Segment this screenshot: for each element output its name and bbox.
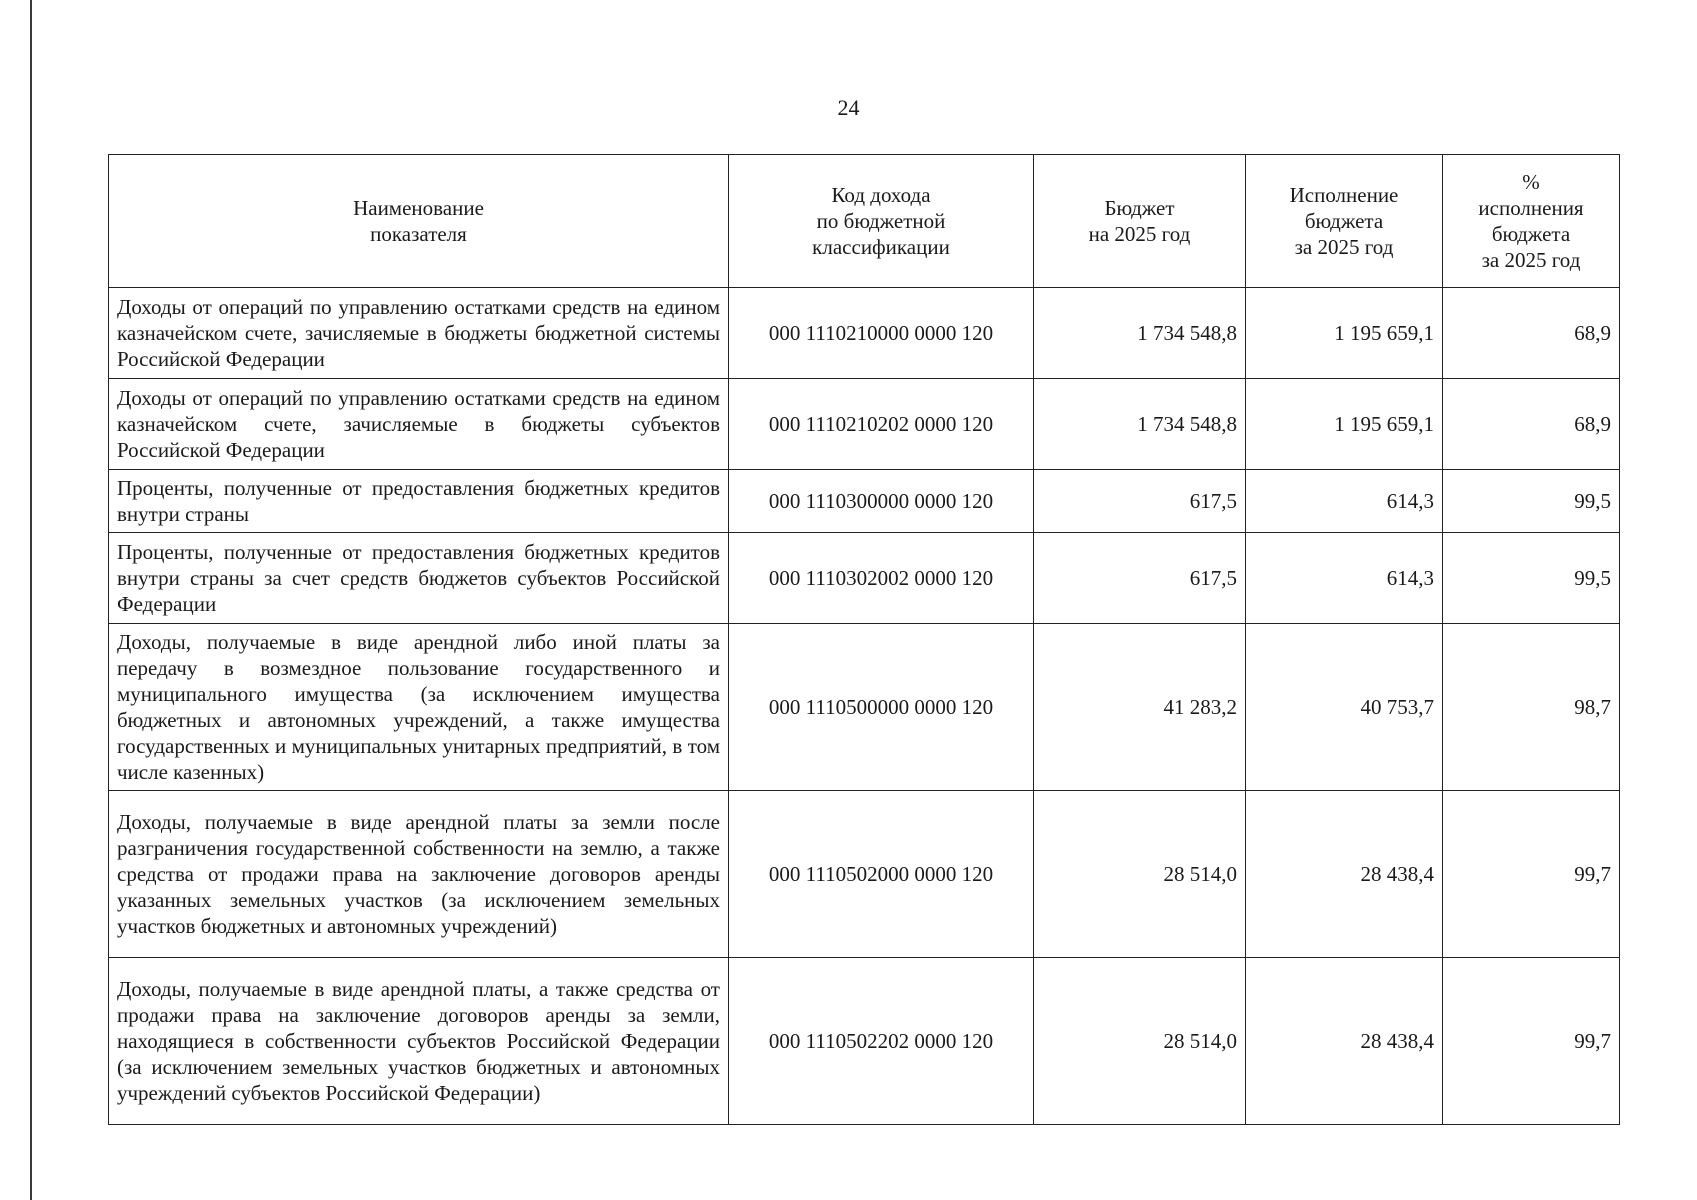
row-budget-value: 28 514,0 [1034, 958, 1246, 1125]
row-indicator-name: Проценты, полученные от предоставления бюджетных кредитов внутри страны за счет средств бюджетов субъектов Российской Федерации [109, 533, 729, 624]
row-income-code: 000 1110502202 0000 120 [729, 958, 1034, 1125]
row-execution-value: 1 195 659,1 [1246, 379, 1443, 470]
row-indicator-name: Проценты, полученные от предоставления бюджетных кредитов внутри страны [109, 470, 729, 533]
page-number: 24 [837, 95, 860, 120]
row-execution-value: 614,3 [1246, 470, 1443, 533]
row-budget-value: 41 283,2 [1034, 624, 1246, 791]
row-income-code: 000 1110502000 0000 120 [729, 791, 1034, 958]
row-execution-value: 28 438,4 [1246, 958, 1443, 1125]
table-header-row [109, 155, 1620, 288]
row-indicator-name: Доходы от операций по управлению остатками средств на едином казначейском счете, зачисляемые в бюджеты субъектов Российской Федерации [109, 379, 729, 470]
row-indicator-name: Доходы, получаемые в виде арендной платы за земли после разграничения государственной собственности на землю, а также средства от продажи права на заключение договоров аренды указанных земельных участков (за исключением земельных участков бюджетных и автономных учреждений) [109, 791, 729, 958]
row-indicator-name: Доходы от операций по управлению остатками средств на едином казначейском счете, зачисляемые в бюджеты бюджетной системы Российской Федерации [109, 288, 729, 379]
binding-margin-line [30, 0, 32, 1200]
table-row [109, 958, 1620, 1125]
row-budget-value: 1 734 548,8 [1034, 379, 1246, 470]
header-budget-2025: Бюджет на 2025 год [1034, 155, 1246, 288]
row-execution-percent: 68,9 [1443, 379, 1620, 470]
row-budget-value: 617,5 [1034, 470, 1246, 533]
table-row [109, 288, 1620, 379]
row-execution-value: 1 195 659,1 [1246, 288, 1443, 379]
row-budget-value: 617,5 [1034, 533, 1246, 624]
row-budget-value: 1 734 548,8 [1034, 288, 1246, 379]
budget-execution-table [108, 154, 1620, 1125]
row-indicator-name: Доходы, получаемые в виде арендной платы, а также средства от продажи права на заключение договоров аренды за земли, находящиеся в собственности субъектов Российской Федерации (за исключением земельных участков бюджетных и автономных учреждений субъектов Российской Федерации) [109, 958, 729, 1125]
header-execution-percent: % исполнения бюджета за 2025 год [1443, 155, 1620, 288]
row-execution-value: 614,3 [1246, 533, 1443, 624]
header-execution-2025: Исполнение бюджета за 2025 год [1246, 155, 1443, 288]
header-indicator-name: Наименование показателя [109, 155, 729, 288]
table-row [109, 533, 1620, 624]
header-income-code: Код дохода по бюджетной классификации [729, 155, 1034, 288]
row-execution-percent: 98,7 [1443, 624, 1620, 791]
row-execution-percent: 99,5 [1443, 533, 1620, 624]
row-indicator-name: Доходы, получаемые в виде арендной либо иной платы за передачу в возмездное пользование государственного и муниципального имущества (за исключением имущества бюджетных и автономных учреждений, а также имущества государственных и муниципальных унитарных предприятий, в том числе казенных) [109, 624, 729, 791]
table-row [109, 379, 1620, 470]
row-income-code: 000 1110210202 0000 120 [729, 379, 1034, 470]
row-budget-value: 28 514,0 [1034, 791, 1246, 958]
table-row [109, 470, 1620, 533]
table-row [109, 791, 1620, 958]
row-income-code: 000 1110302002 0000 120 [729, 533, 1034, 624]
row-income-code: 000 1110210000 0000 120 [729, 288, 1034, 379]
row-execution-percent: 68,9 [1443, 288, 1620, 379]
row-income-code: 000 1110300000 0000 120 [729, 470, 1034, 533]
row-income-code: 000 1110500000 0000 120 [729, 624, 1034, 791]
row-execution-percent: 99,7 [1443, 791, 1620, 958]
row-execution-value: 40 753,7 [1246, 624, 1443, 791]
row-execution-percent: 99,7 [1443, 958, 1620, 1125]
row-execution-value: 28 438,4 [1246, 791, 1443, 958]
row-execution-percent: 99,5 [1443, 470, 1620, 533]
table-row [109, 624, 1620, 791]
